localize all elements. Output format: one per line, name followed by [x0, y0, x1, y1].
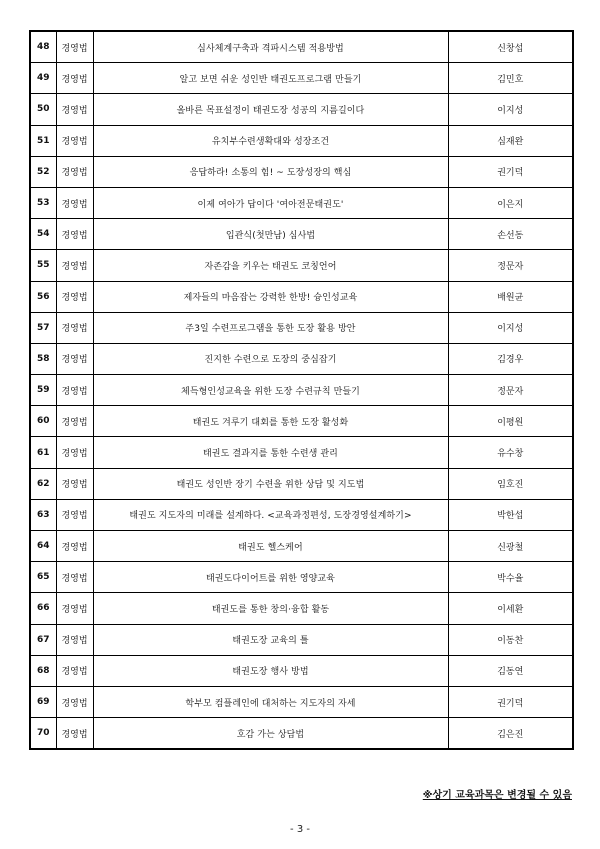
row-number: 56	[30, 281, 56, 312]
row-number: 48	[30, 31, 56, 63]
course-title-cell: 자존감을 키우는 태권도 코칭언어	[93, 250, 448, 281]
row-number: 62	[30, 468, 56, 499]
instructor-cell: 배원균	[448, 281, 573, 312]
category-cell: 경영법	[56, 562, 93, 593]
row-number: 64	[30, 531, 56, 562]
row-number: 68	[30, 655, 56, 686]
category-cell: 경영법	[56, 686, 93, 717]
category-cell: 경영법	[56, 593, 93, 624]
category-cell: 경영법	[56, 375, 93, 406]
instructor-cell: 임호진	[448, 468, 573, 499]
row-number: 54	[30, 219, 56, 250]
row-number: 67	[30, 624, 56, 655]
instructor-cell: 이세환	[448, 593, 573, 624]
course-title-cell: 태권도 겨루기 대회를 통한 도장 활성화	[93, 406, 448, 437]
row-number: 63	[30, 499, 56, 530]
category-cell: 경영법	[56, 187, 93, 218]
course-title-cell: 이제 여아가 답이다 '여아전문태권도'	[93, 187, 448, 218]
course-title-cell: 태권도 헬스케어	[93, 531, 448, 562]
table-row	[30, 187, 573, 218]
category-cell: 경영법	[56, 499, 93, 530]
category-cell: 경영법	[56, 343, 93, 374]
instructor-cell: 이지성	[448, 312, 573, 343]
row-number: 51	[30, 125, 56, 156]
course-title-cell: 주3일 수련프로그램을 통한 도장 활용 방안	[93, 312, 448, 343]
instructor-cell: 이지성	[448, 94, 573, 125]
table-row	[30, 593, 573, 624]
table-row	[30, 94, 573, 125]
category-cell: 경영법	[56, 250, 93, 281]
course-title-cell: 태권도 결과지를 통한 수련생 관리	[93, 437, 448, 468]
course-table	[29, 30, 574, 750]
table-row	[30, 156, 573, 187]
row-number: 60	[30, 406, 56, 437]
row-number: 70	[30, 718, 56, 750]
table-row	[30, 31, 573, 63]
row-number: 52	[30, 156, 56, 187]
category-cell: 경영법	[56, 531, 93, 562]
course-title-cell: 태권도 지도자의 미래를 설계하다. <교육과정편성, 도장경영설계하기>	[93, 499, 448, 530]
table-row	[30, 624, 573, 655]
table-row	[30, 718, 573, 750]
row-number: 65	[30, 562, 56, 593]
category-cell: 경영법	[56, 156, 93, 187]
row-number: 53	[30, 187, 56, 218]
table-row	[30, 375, 573, 406]
table-row	[30, 63, 573, 94]
category-cell: 경영법	[56, 312, 93, 343]
row-number: 58	[30, 343, 56, 374]
table-row	[30, 468, 573, 499]
instructor-cell: 권기덕	[448, 686, 573, 717]
instructor-cell: 이평원	[448, 406, 573, 437]
course-title-cell: 학부모 컴플레인에 대처하는 지도자의 자세	[93, 686, 448, 717]
instructor-cell: 권기덕	[448, 156, 573, 187]
row-number: 57	[30, 312, 56, 343]
change-notice: ※상기 교육과목은 변경될 수 있음	[422, 790, 572, 801]
table-row	[30, 686, 573, 717]
row-number: 50	[30, 94, 56, 125]
category-cell: 경영법	[56, 219, 93, 250]
instructor-cell: 박수율	[448, 562, 573, 593]
table-row	[30, 250, 573, 281]
category-cell: 경영법	[56, 437, 93, 468]
instructor-cell: 신광철	[448, 531, 573, 562]
course-title-cell: 올바른 목표설정이 태권도장 성공의 지름길이다	[93, 94, 448, 125]
instructor-cell: 유수창	[448, 437, 573, 468]
row-number: 59	[30, 375, 56, 406]
course-title-cell: 태권도를 통한 창의·융합 활동	[93, 593, 448, 624]
instructor-cell: 박한섭	[448, 499, 573, 530]
course-title-cell: 응답하라! 소통의 힘! ~ 도장성장의 핵심	[93, 156, 448, 187]
category-cell: 경영법	[56, 281, 93, 312]
row-number: 55	[30, 250, 56, 281]
category-cell: 경영법	[56, 718, 93, 750]
table-row	[30, 343, 573, 374]
instructor-cell: 손선동	[448, 219, 573, 250]
instructor-cell: 김경우	[448, 343, 573, 374]
table-row	[30, 655, 573, 686]
course-title-cell: 태권도다이어트를 위한 영양교육	[93, 562, 448, 593]
row-number: 69	[30, 686, 56, 717]
category-cell: 경영법	[56, 125, 93, 156]
category-cell: 경영법	[56, 655, 93, 686]
page-number: - 3 -	[290, 824, 310, 835]
course-title-cell: 유치부수련생확대와 성장조건	[93, 125, 448, 156]
course-title-cell: 호감 가는 상담법	[93, 718, 448, 750]
table-row	[30, 219, 573, 250]
row-number: 49	[30, 63, 56, 94]
course-title-cell: 진지한 수련으로 도장의 중심잡기	[93, 343, 448, 374]
table-row	[30, 281, 573, 312]
course-title-cell: 제자들의 마음잡는 강력한 한방! 슝인성교육	[93, 281, 448, 312]
instructor-cell: 정문자	[448, 250, 573, 281]
instructor-cell: 이동찬	[448, 624, 573, 655]
category-cell: 경영법	[56, 406, 93, 437]
course-title-cell: 체득형인성교육을 위한 도장 수련규칙 만들기	[93, 375, 448, 406]
course-title-cell: 알고 보면 쉬운 성인반 태권도프로그램 만들기	[93, 63, 448, 94]
course-title-cell: 태권도장 행사 방법	[93, 655, 448, 686]
course-table-body	[30, 31, 573, 749]
row-number: 66	[30, 593, 56, 624]
instructor-cell: 신창섭	[448, 31, 573, 63]
course-table-container	[29, 30, 572, 750]
category-cell: 경영법	[56, 624, 93, 655]
category-cell: 경영법	[56, 31, 93, 63]
instructor-cell: 김동연	[448, 655, 573, 686]
table-row	[30, 437, 573, 468]
instructor-cell: 정문자	[448, 375, 573, 406]
instructor-cell: 김은진	[448, 718, 573, 750]
course-title-cell: 입관식(첫만남) 심사법	[93, 219, 448, 250]
category-cell: 경영법	[56, 468, 93, 499]
category-cell: 경영법	[56, 63, 93, 94]
table-row	[30, 406, 573, 437]
instructor-cell: 심재완	[448, 125, 573, 156]
course-title-cell: 심사체계구축과 격파시스템 적용방법	[93, 31, 448, 63]
table-row	[30, 562, 573, 593]
table-row	[30, 499, 573, 530]
category-cell: 경영법	[56, 94, 93, 125]
course-title-cell: 태권도장 교육의 틀	[93, 624, 448, 655]
row-number: 61	[30, 437, 56, 468]
course-title-cell: 태권도 성인반 장기 수련을 위한 상담 및 지도법	[93, 468, 448, 499]
instructor-cell: 이은지	[448, 187, 573, 218]
table-row	[30, 312, 573, 343]
table-row	[30, 125, 573, 156]
table-row	[30, 531, 573, 562]
instructor-cell: 김민호	[448, 63, 573, 94]
